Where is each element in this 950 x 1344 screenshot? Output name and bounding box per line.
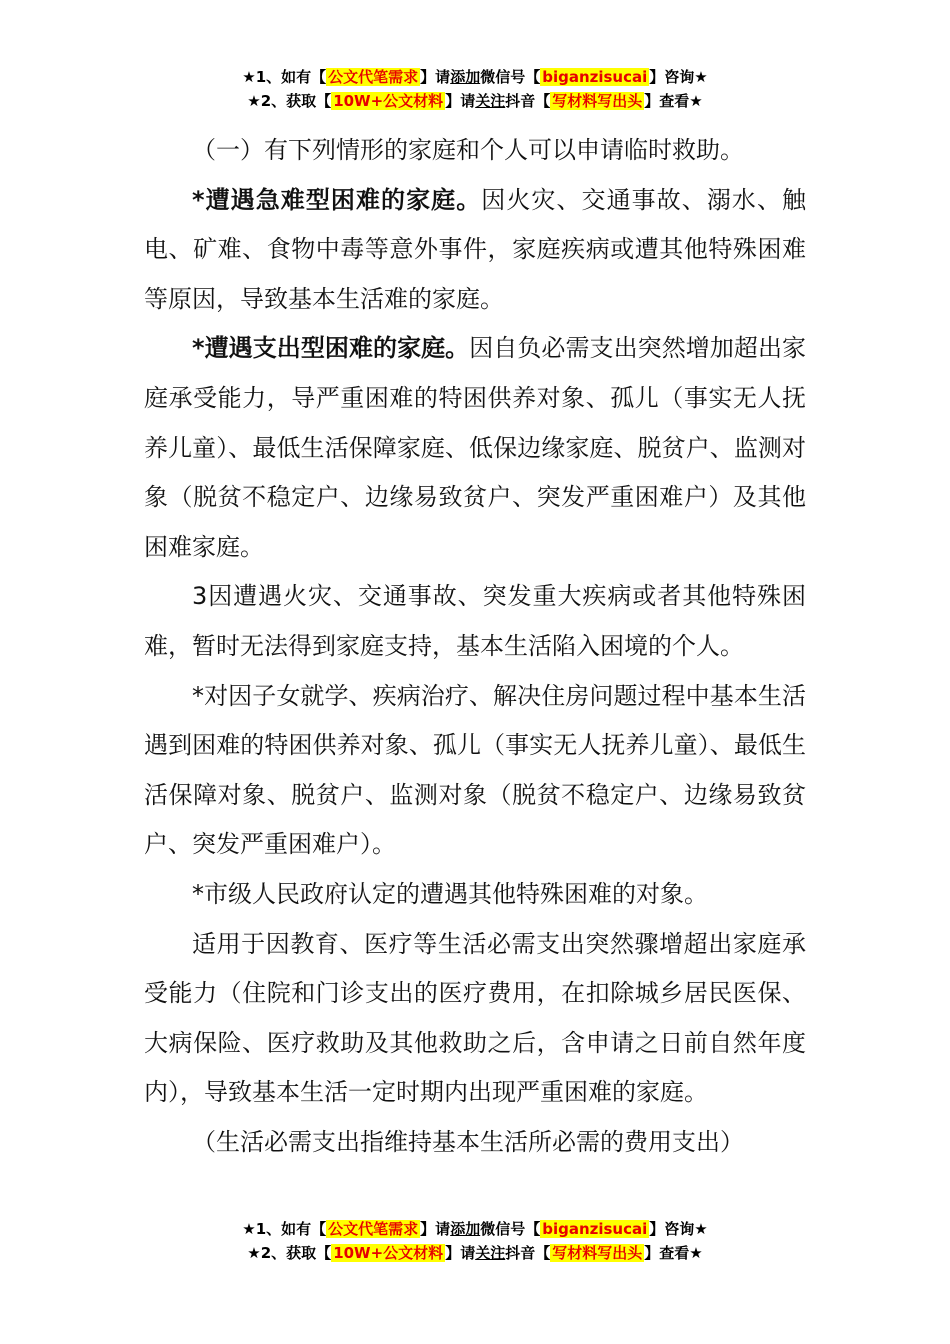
footer-line2-suffix: 】查看★: [644, 1244, 703, 1262]
banner-line-1: [0, 66, 950, 90]
banner-underlined-follow: 关注: [475, 92, 506, 110]
banner-line1-mid: 】请: [420, 68, 451, 86]
paragraph-expenditure: [144, 324, 806, 572]
banner-highlight-service: 公文代笔需求: [328, 68, 419, 86]
banner-highlight-douyin: 写材料写出头: [552, 92, 643, 110]
paragraph-individual: 3因遭遇火灾、交通事故、突发重大疾病或者其他特殊困难，暂时无法得到家庭支持，基本生活陷入困境的个人。: [144, 582, 806, 660]
footer-line2-mid: 】请: [445, 1244, 476, 1262]
paragraph-expenditure-heading: *遭遇支出型困难的家庭。: [192, 334, 470, 363]
paragraph-education-medical: *对因子女就学、疾病治疗、解决住房问题过程中基本生活遇到困难的特困供养对象、孤儿（事实无人抚养儿童）、最低生活保障对象、脱贫户、监测对象（脱贫不稳定户、边缘易致贫户、突发严重困难户）。: [144, 681, 806, 859]
footer-line1-mid2: 微信号【: [480, 1220, 541, 1238]
footer-line2-prefix: ★2、获取【: [247, 1244, 332, 1262]
paragraph-applicable: 适用于因教育、医疗等生活必需支出突然骤增超出家庭承受能力（住院和门诊支出的医疗费用，在扣除城乡居民医保、大病保险、医疗救助及其他救助之后，含申请之日前自然年度内），导致基本生活一定时期内出现严重困难的家庭。: [144, 929, 806, 1107]
footer-underlined-add: 添加: [450, 1220, 481, 1238]
banner-line2-mid2: 抖音【: [505, 92, 551, 110]
document-body: [144, 126, 806, 1167]
banner-underlined-add: 添加: [450, 68, 481, 86]
paragraph-other: *市级人民政府认定的遭遇其他特殊困难的对象。: [192, 879, 708, 908]
banner-line-2: [0, 90, 950, 114]
banner-line1-suffix: 】咨询★: [649, 68, 708, 86]
header-banner: [0, 66, 950, 114]
banner-line1-prefix: ★1、如有【: [242, 68, 327, 86]
footer-banner: [0, 1218, 950, 1266]
banner-line2-prefix: ★2、获取【: [247, 92, 332, 110]
footer-line-1: [0, 1218, 950, 1242]
footer-underlined-follow: 关注: [475, 1244, 506, 1262]
paragraph-intro: （一）有下列情形的家庭和个人可以申请临时救助。: [192, 136, 744, 164]
paragraph-note: （生活必需支出指维持基本生活所必需的费用支出）: [192, 1127, 744, 1156]
banner-highlight-wechat: biganzisucai: [542, 68, 648, 86]
banner-highlight-materials: 10W+公文材料: [333, 92, 444, 110]
footer-line2-mid2: 抖音【: [505, 1244, 551, 1262]
footer-highlight-materials: 10W+公文材料: [333, 1244, 444, 1262]
footer-highlight-wechat: biganzisucai: [542, 1220, 648, 1238]
footer-line1-mid: 】请: [420, 1220, 451, 1238]
banner-line2-mid: 】请: [445, 92, 476, 110]
footer-line1-prefix: ★1、如有【: [242, 1220, 327, 1238]
paragraph-emergency-heading: *遭遇急难型困难的家庭。: [192, 185, 482, 214]
paragraph-expenditure-text: 因自负必需支出突然增加超出家庭承受能力，导严重困难的特困供养对象、孤儿（事实无人抚养儿童）、最低生活保障家庭、低保边缘家庭、脱贫户、监测对象（脱贫不稳定户、边缘易致贫户、突发严重困难户）及其他困难家庭。: [144, 334, 806, 561]
banner-line2-suffix: 】查看★: [644, 92, 703, 110]
paragraph-emergency: [144, 176, 806, 325]
paragraph-emergency-text: 因火灾、交通事故、溺水、触电、矿难、食物中毒等意外事件，家庭疾病或遭其他特殊困难等原因，导致基本生活难的家庭。: [144, 185, 806, 313]
banner-line1-mid2: 微信号【: [480, 68, 541, 86]
footer-highlight-douyin: 写材料写出头: [552, 1244, 643, 1262]
footer-highlight-service: 公文代笔需求: [328, 1220, 419, 1238]
footer-line-2: [0, 1242, 950, 1266]
footer-line1-suffix: 】咨询★: [649, 1220, 708, 1238]
